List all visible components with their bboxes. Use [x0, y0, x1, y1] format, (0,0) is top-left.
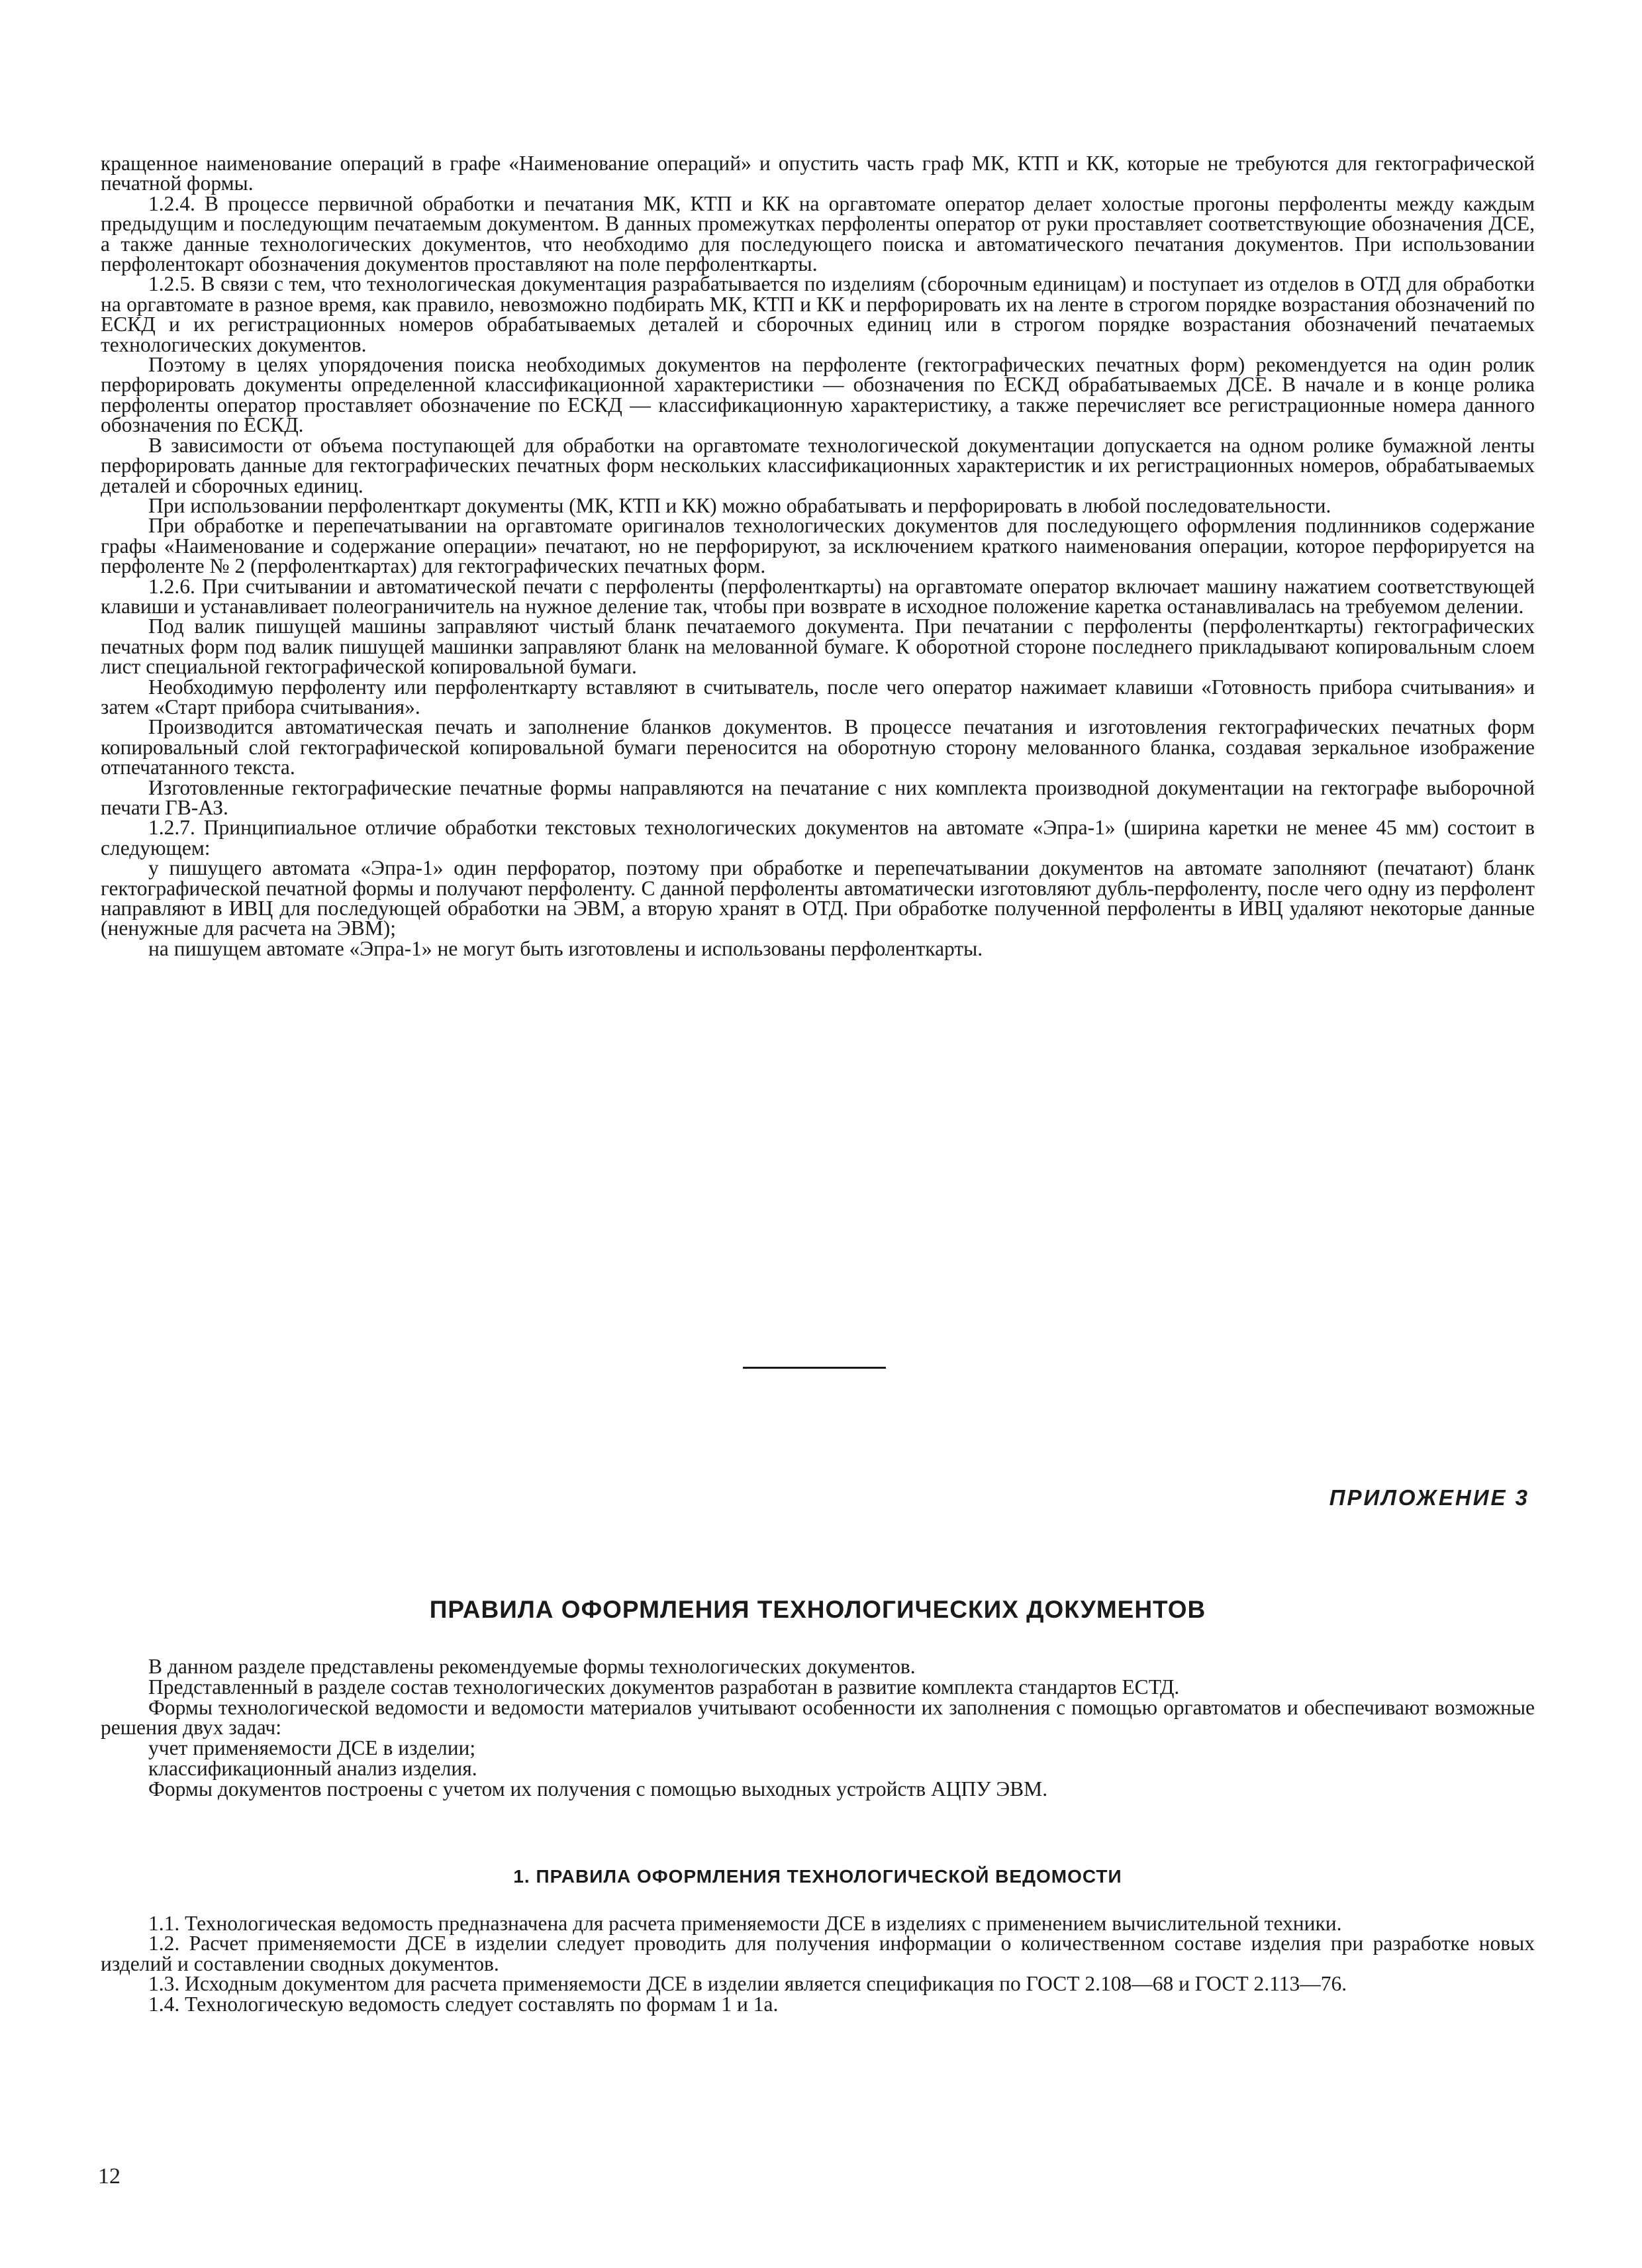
- paragraph: 1.3. Исходным документом для расчета применяемости ДСЕ в изделии является спецификация по ГОСТ 2.108—68 и ГОСТ 2.113—76.: [148, 1972, 1347, 1996]
- paragraph: Поэтому в целях упорядочения поиска необходимых документов на перфоленте (гектографических печатных форм) рекомендуется на один ролик перфорировать документы определенной классификационной характеристики — обозначения по ЕСКД обрабатываемых ДСЕ. В начале и в конце ролика перфоленты оператор проставляет обозначение по ЕСКД — классификационную характеристику, а также перечисляет все регистрационные номера данного обозначения по ЕСКД.: [101, 353, 1535, 437]
- paragraph: 1.2.4. В процессе первичной обработки и печатания МК, КТП и КК на оргавтомате оператор делает холостые прогоны перфоленты между каждым предыдущим и последующим печатаемым документом. В данных промежутках перфоленты оператор от руки проставляет соответствующие обозначения ДСЕ, а также данные технологических документов, что необходимо для последующего поиска и автоматического печатания документов. При использовании перфолентокарт обозначения документов проставляют на поле перфоленткарты.: [101, 191, 1535, 276]
- paragraph: В данном разделе представлены рекомендуемые формы технологических документов.: [148, 1655, 916, 1678]
- paragraph: В зависимости от объема поступающей для обработки на оргавтомате технологической документации допускается на одном ролике бумажной ленты перфорировать данные для гектографических печатных форм нескольких классификационных характеристик и их регистрационных номеров, обрабатываемых деталей и сборочных единиц.: [101, 433, 1535, 497]
- paragraph: Необходимую перфоленту или перфоленткарту вставляют в считыватель, после чего оператор нажимает клавиши «Готовность прибора считывания» и затем «Старт прибора считывания».: [101, 675, 1535, 718]
- section-divider: [743, 1367, 886, 1369]
- paragraph: Под валик пишущей машины заправляют чистый бланк печатаемого документа. При печатании с перфоленты (перфоленткарты) гектографических печатных форм под валик пишущей машинки заправляют бланк на мелованной бумаге. К оборотной стороне последнего прикладывают копировальным слоем лист специальной гектографической копировальной бумаги.: [101, 615, 1535, 679]
- paragraph: на пишущем автомате «Эпра-1» не могут быть изготовлены и использованы перфоленткарты.: [148, 936, 983, 960]
- intro-block: [101, 1657, 1535, 1800]
- paragraph: кращенное наименование операций в графе «Наименование операций» и опустить часть граф МК, КТП и КК, которые не требуются для гектографической печатной формы.: [101, 152, 1535, 195]
- section-body: [101, 1914, 1535, 2014]
- section-title: 1. ПРАВИЛА ОФОРМЛЕНИЯ ТЕХНОЛОГИЧЕСКОЙ ВЕДОМОСТИ: [513, 1866, 1122, 1887]
- list-item: классификационный анализ изделия.: [148, 1756, 477, 1780]
- paragraph: Формы технологической ведомости и ведомости материалов учитывают особенности их заполнения с помощью оргавтоматов и обеспечивают возможные решения двух задач:: [101, 1695, 1535, 1740]
- paragraph: При обработке и перепечатывании на оргавтомате оригиналов технологических документов для последующего оформления подлинников содержание графы «Наименование и содержание операции» печатают, но не перфорируют, за исключением краткого наименования операции, которое перфорируется на перфоленте № 2 (перфоленткартах) для гектографических печатных форм.: [101, 514, 1535, 578]
- paragraph: Изготовленные гектографические печатные формы направляются на печатание с них комплекта производной документации на гектографе выборочной печати ГВ-АЗ.: [101, 775, 1535, 819]
- paragraph: 1.1. Технологическая ведомость предназначена для расчета применяемости ДСЕ в изделиях с применением вычислительной техники.: [148, 1912, 1342, 1935]
- appendix-label: ПРИЛОЖЕНИЕ 3: [1329, 1485, 1529, 1510]
- paragraph: 1.2.5. В связи с тем, что технологическая документация разрабатывается по изделиям (сборочным единицам) и поступает из отделов в ОТД для обработки на оргавтомате в разное время, как правило, невозможно подбирать МК, КТП и КК и перфорировать их на ленте в строгом порядке возрастания обозначений по ЕСКД и их регистрационных номеров обрабатываемых деталей и сборочных единиц или в строгом порядке возрастания обозначений печатаемых технологических документов.: [101, 272, 1535, 356]
- paragraph: 1.2.6. При считывании и автоматической печати с перфоленты (перфоленткарты) на оргавтомате оператор включает машину нажатием соответствующей клавиши и устанавливает полеограничитель на нужное деление так, чтобы при возврате в исходное положение каретка останавливалась на требуемом делении.: [101, 574, 1535, 618]
- list-item: учет применяемости ДСЕ в изделии;: [148, 1736, 476, 1760]
- page-number: 12: [98, 2164, 121, 2189]
- paragraph: 1.4. Технологическую ведомость следует составлять по формам 1 и 1а.: [148, 1992, 779, 2016]
- top-text-block: [101, 154, 1535, 959]
- paragraph: у пишущего автомата «Эпра-1» один перфоратор, поэтому при обработке и перепечатывании документов на автомате заполняют (печатают) бланк гектографической печатной формы и получают перфоленту. С данной перфоленты автоматически изготовляют дубль-перфоленту, после чего одну из перфолент направляют в ИВЦ для последующей обработки на ЭВМ, а вторую хранят в ОТД. При обработке полученной перфоленты в ИВЦ удаляют некоторые данные (ненужные для расчета на ЭВМ);: [101, 856, 1535, 940]
- paragraph: При использовании перфоленткарт документы (МК, КТП и КК) можно обрабатывать и перфорировать в любой последовательности.: [148, 493, 1331, 517]
- paragraph: Формы документов построены с учетом их получения с помощью выходных устройств АЦПУ ЭВМ.: [148, 1777, 1048, 1800]
- paragraph: 1.2. Расчет применяемости ДСЕ в изделии следует проводить для получения информации о количественном составе изделия при разработке новых изделий и составлении сводных документов.: [101, 1932, 1535, 1975]
- paragraph: Представленный в разделе состав технологических документов разработан в развитие комплекта стандартов ЕСТД.: [148, 1675, 1180, 1699]
- paragraph: Производится автоматическая печать и заполнение бланков документов. В процессе печатания и изготовления гектографических печатных форм копировальный слой гектографической копировальной бумаги переносится на оборотную сторону мелованного бланка, создавая зеркальное изображение отпечатанного текста.: [101, 715, 1535, 779]
- main-title: ПРАВИЛА ОФОРМЛЕНИЯ ТЕХНОЛОГИЧЕСКИХ ДОКУМЕНТОВ: [429, 1596, 1206, 1623]
- paragraph: 1.2.7. Принципиальное отличие обработки текстовых технологических документов на автомате «Эпра-1» (ширина каретки не менее 45 мм) состоит в следующем:: [101, 816, 1535, 860]
